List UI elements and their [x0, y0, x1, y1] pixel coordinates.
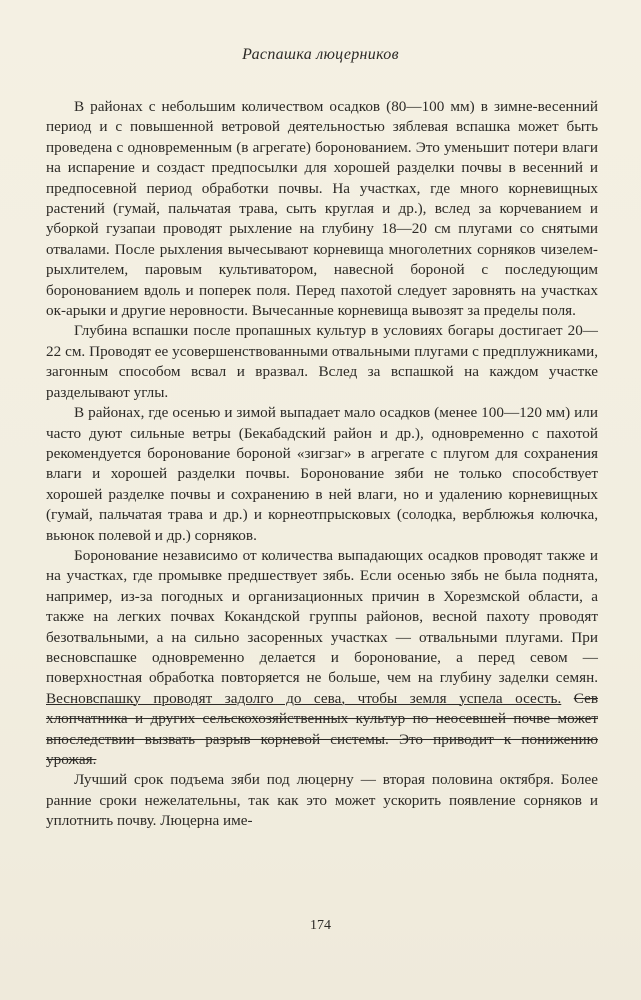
paragraph: Лучший срок подъема зяби под люцерну — вторая половина октября. Более ранние сроки нежелательны, так как это может ускорить появление сорняков и уплотнить почву. Люцерна име- — [46, 771, 598, 830]
paragraph: Глубина вспашки после пропашных культур в условиях богары достигает 20—22 см. Проводят ее усовершенствованными отвальными плугами с предплужниками, загонным способом всвал и вразвал. Вслед за вспашкой на каждом участке разделывают углы. — [46, 322, 598, 401]
underlined-sentence: Весновспашку проводят задолго до сева, чтобы земля успела осесть. — [46, 689, 562, 707]
paragraph: В районах с небольшим количеством осадков (80—100 мм) в зимне-весенний период и с повышенной ветровой деятельностью зяблевая вспашка может быть проведена с одновременным (в агрегате) боронованием. Это уменьшит потери влаги на испарение и создаст предпосылки для хорошей разделки почвы в весенний и предпосевной период обработки почвы. На участках, где много корневищных растений (гумай, пальчатая трава, сыть круглая и др.), вслед за корчеванием и уборкой гузапаи проводят рыхление на глубину 18—20 см плугами со снятыми отвалами. После рыхления вычесывают корневища многолетних сорняков чизелем-рыхлителем, паровым культиватором, навесной бороной с последующим боронованием вдоль и поперек поля. Перед пахотой следует заровнять на участках ок-арыки и другие неровности. Вычесанные корневища вывозят за пределы поля. — [46, 98, 598, 320]
page-body — [46, 97, 598, 832]
running-header: Распашка люцерников — [242, 46, 399, 63]
struck-through-sentence: Сев хлопчатника и других сельскохозяйственных культур по неосевшей почве может впоследствии вызвать разрыв корневой системы. Это приводит к понижению урожая. — [46, 689, 598, 768]
paragraph: В районах, где осенью и зимой выпадает мало осадков (менее 100—120 мм) или часто дуют сильные ветры (Бекабадский район и др.), одновременно с пахотой рекомендуется боронование бороной «зигзаг» в агрегате с плугом для сохранения влаги и хорошей разделки почвы. Боронование зяби не только способствует хорошей разделке почвы и сохранению в ней влаги, но и удалению корневищных (гумай, пальчатая трава и др.) и корнеотпрысковых (солодка, верблюжья колючка, вьюнок полевой и др.) сорняков. — [46, 404, 598, 544]
page-number: 174 — [310, 918, 331, 933]
paragraph-with-marked-text — [46, 546, 598, 770]
paragraph-text: Боронование независимо от количества выпадающих осадков проводят также и на участках, где промывке предшествует зябь. Если осенью зябь не была поднята, например, из-за погодных и организационных причин в Хорезмской области, а также на легких почвах Кокандской группы районов, весной пахоту проводят безотвальными, а на сильно засоренных участках — отвальными плугами. При весновспашке одновременно делается и боронование, а перед севом — поверхностная обработка повторяется не больше, чем на глубину заделки семян. — [46, 546, 598, 687]
